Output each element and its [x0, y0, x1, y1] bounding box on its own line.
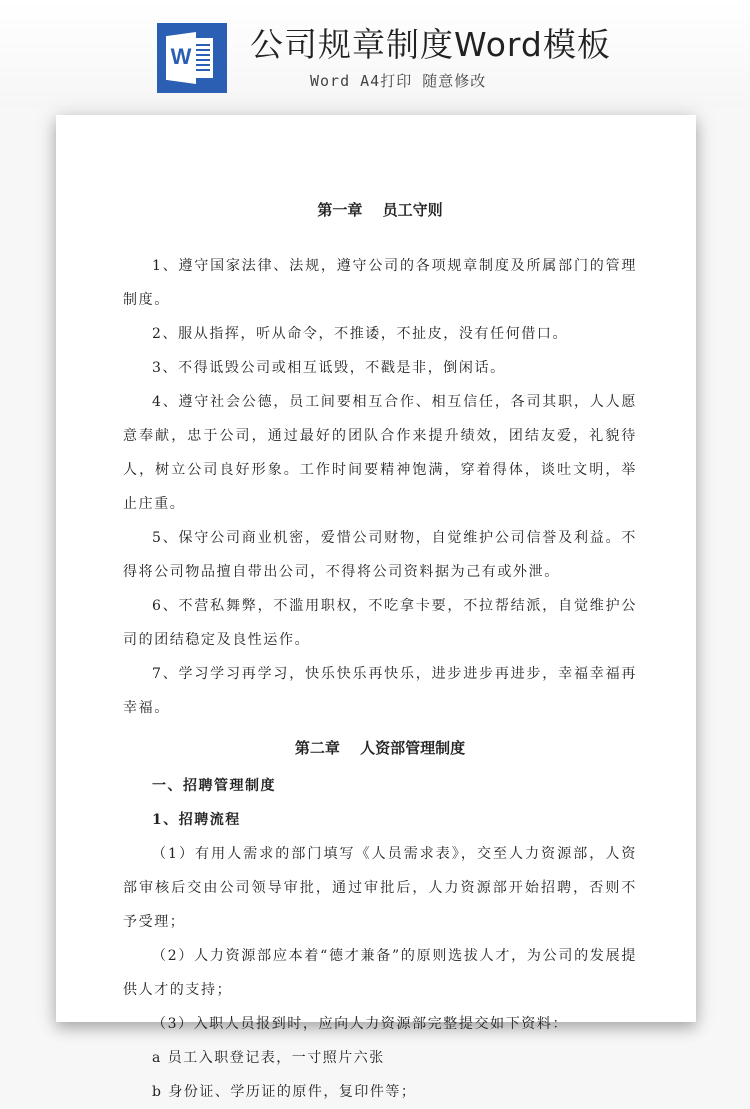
rule-6: 6、不营私舞弊，不滥用职权，不吃拿卡要，不拉帮结派，自觉维护公司的团结稳定及良性运作。 — [123, 598, 637, 648]
rule-5: 5、保守公司商业机密，爱惜公司财物，自觉维护公司信誉及利益。不得将公司物品擅自带出公司，不得将公司资料据为己有或外泄。 — [123, 530, 637, 580]
rule-4: 4、遵守社会公德，员工间要相互合作、相互信任，各司其职，人人愿意奉献，忠于公司，通过最好的团队合作来提升绩效，团结友爱，礼貌待人，树立公司良好形象。工作时间要精神饱满，穿着得体，谈吐文明，举止庄重。 — [123, 394, 637, 512]
preview-header — [0, 0, 750, 108]
word-letter: W — [170, 44, 192, 69]
document-content — [123, 193, 637, 1109]
page-title: 公司规章制度Word模板 — [250, 25, 611, 64]
section-heading: 一、招聘管理制度 — [152, 778, 276, 794]
rule-1: 1、遵守国家法律、法规，遵守公司的各项规章制度及所属部门的管理制度。 — [123, 258, 637, 308]
material-item-b: b 身份证、学历证的原件，复印件等； — [152, 1084, 417, 1100]
recruit-step-1: （1）有用人需求的部门填写《人员需求表》，交至人力资源部，人资部审核后交由公司领导审批，通过审批后，人力资源部开始招聘，否则不予受理； — [123, 846, 637, 930]
rule-7: 7、学习学习再学习，快乐快乐再快乐，进步进步再进步，幸福幸福再幸福。 — [123, 666, 637, 716]
rule-2: 2、服从指挥，听从命令，不推诿，不扯皮，没有任何借口。 — [152, 326, 569, 342]
material-item-a: a 员工入职登记表，一寸照片六张 — [152, 1050, 385, 1066]
recruit-step-3: （3）入职人员报到时，应向人力资源部完整提交如下资料： — [152, 1016, 569, 1032]
recruit-step-2: （2）人力资源部应本着“德才兼备”的原则选拔人才，为公司的发展提供人才的支持； — [123, 948, 637, 998]
chapter-2-title: 第二章 人资部管理制度 — [294, 739, 466, 757]
subsection-heading: 1、招聘流程 — [152, 812, 241, 828]
rule-3: 3、不得诋毁公司或相互诋毁，不戳是非，倒闲话。 — [152, 360, 506, 376]
chapter-1-title: 第一章 员工守则 — [317, 201, 443, 219]
word-icon — [157, 23, 227, 93]
document-page — [56, 115, 696, 1100]
page-subtitle: Word A4打印 随意修改 — [310, 72, 487, 90]
